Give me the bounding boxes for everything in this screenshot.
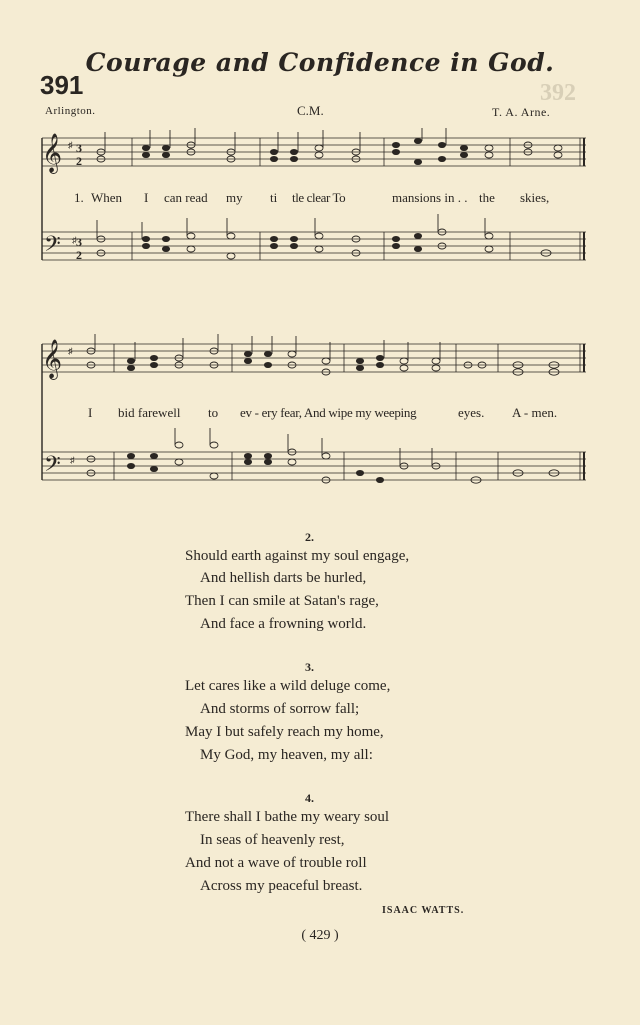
lyric-syllable: ti: [270, 190, 278, 205]
lyric-syllable: I: [88, 405, 93, 420]
lyric-syllable: bid farewell: [118, 405, 181, 420]
svg-text:3: 3: [76, 141, 82, 155]
hymn-title: Courage and Confidence in God.: [85, 48, 555, 77]
page-number: ( 429 ): [301, 928, 339, 943]
meter: C.M.: [297, 103, 324, 118]
lyric-syllable: tle clear To: [292, 190, 346, 205]
svg-text:2: 2: [76, 154, 82, 168]
svg-text:𝄢: 𝄢: [44, 232, 61, 262]
verse-line: And not a wave of trouble roll: [185, 855, 367, 871]
hymn-number: 391: [40, 70, 84, 100]
verse-line: There shall I bathe my weary soul: [185, 809, 390, 825]
svg-text:𝄞: 𝄞: [42, 133, 63, 173]
svg-text:♯: ♯: [68, 140, 73, 150]
author-attribution: ISAAC WATTS.: [382, 905, 465, 916]
verse-number: 4.: [305, 791, 314, 805]
lyrics-line-2: [36, 405, 588, 423]
lyric-syllable: can read: [164, 190, 208, 205]
lyric-syllable: skies,: [520, 190, 550, 205]
lyrics-line-1: [36, 190, 588, 208]
bleed-through: 392: [540, 80, 576, 106]
svg-text:2: 2: [76, 248, 82, 262]
lyric-syllable: A - men.: [512, 405, 558, 420]
verse-line: And face a frowning world.: [200, 616, 367, 632]
svg-text:♯: ♯: [68, 346, 73, 356]
verse-line: Then I can smile at Satan's rage,: [185, 593, 379, 609]
lyric-syllable: the: [479, 190, 495, 205]
lyric-syllable: I: [144, 190, 149, 205]
verse-line: Should earth against my soul engage,: [185, 548, 410, 564]
tune-name: Arlington.: [45, 105, 96, 117]
svg-text:𝄞: 𝄞: [42, 339, 63, 379]
verse-1-number: 1.: [74, 190, 84, 205]
svg-text:𝄢: 𝄢: [44, 452, 61, 482]
verse-line: And storms of sorrow fall;: [200, 701, 360, 717]
verse-line: Let cares like a wild deluge come,: [185, 678, 391, 694]
verse-line: And hellish darts be hurled,: [200, 570, 367, 586]
verse-line: In seas of heavenly rest,: [200, 832, 345, 848]
svg-text:♯: ♯: [72, 235, 77, 245]
verse-line: My God, my heaven, my all:: [200, 747, 373, 763]
lyric-syllable: my: [226, 190, 243, 205]
lyric-syllable: mansions in . .: [392, 190, 468, 205]
verse-line: May I but safely reach my home,: [185, 724, 384, 740]
verse-line: Across my peaceful breast.: [200, 878, 363, 894]
lyric-syllable: ev - ery fear, And wipe my weeping: [240, 405, 417, 420]
lyric-syllable: When: [91, 190, 123, 205]
lyric-syllable: to: [208, 405, 219, 420]
composer: T. A. Arne.: [492, 105, 551, 119]
verse-number: 3.: [305, 660, 314, 674]
lyric-syllable: eyes.: [458, 405, 485, 420]
verse-number: 2.: [305, 530, 314, 544]
svg-text:3: 3: [76, 235, 82, 249]
svg-text:♯: ♯: [70, 455, 75, 465]
